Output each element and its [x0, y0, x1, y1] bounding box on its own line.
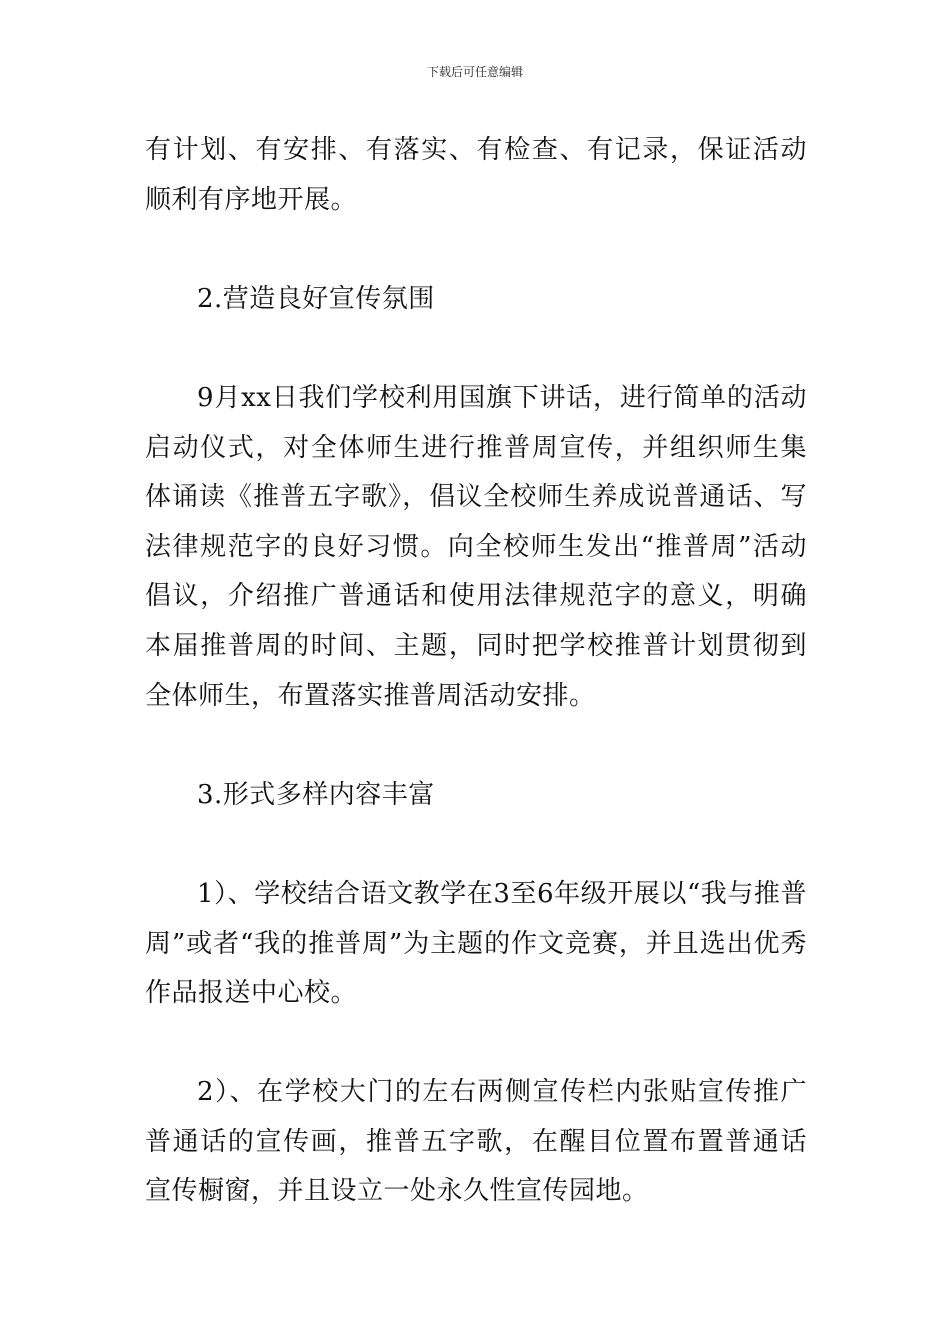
document-body: [145, 126, 807, 1217]
paragraph-item-1: 1）、学校结合语文教学在3至6年级开展以“我与推普周”或者“我的推普周”为主题的作文竞赛，并且选出优秀作品报送中心校。: [145, 878, 807, 1009]
paragraph-item-2: 2）、在学校大门的左右两侧宣传栏内张贴宣传推广普通话的宣传画，推普五字歌，在醒目位置布置普通话宣传橱窗，并且设立一处永久性宣传园地。: [145, 1077, 807, 1207]
section-heading-2: 2.营造良好宣传氛围: [197, 283, 435, 314]
paragraph-continuation: 有计划、有安排、有落实、有检查、有记录，保证活动顺利有序地开展。: [145, 135, 807, 215]
page-header-note: 下载后可任意编辑: [426, 65, 523, 79]
section-heading-3: 3.形式多样内容丰富: [197, 779, 435, 810]
paragraph-launch-ceremony: 9月xx日我们学校利用国旗下讲话，进行简单的活动启动仪式，对全体师生进行推普周宣传，并组织师生集体诵读《推普五字歌》，倡议全校师生养成说普通话、写法律规范字的良好习惯。向全校师生发出“推普周”活动倡议，介绍推广普通话和使用法律规范字的意义，明确本届推普周的时间、主题，同时把学校推普计划贯彻到全体师生，布置落实推普周活动安排。: [145, 382, 807, 711]
